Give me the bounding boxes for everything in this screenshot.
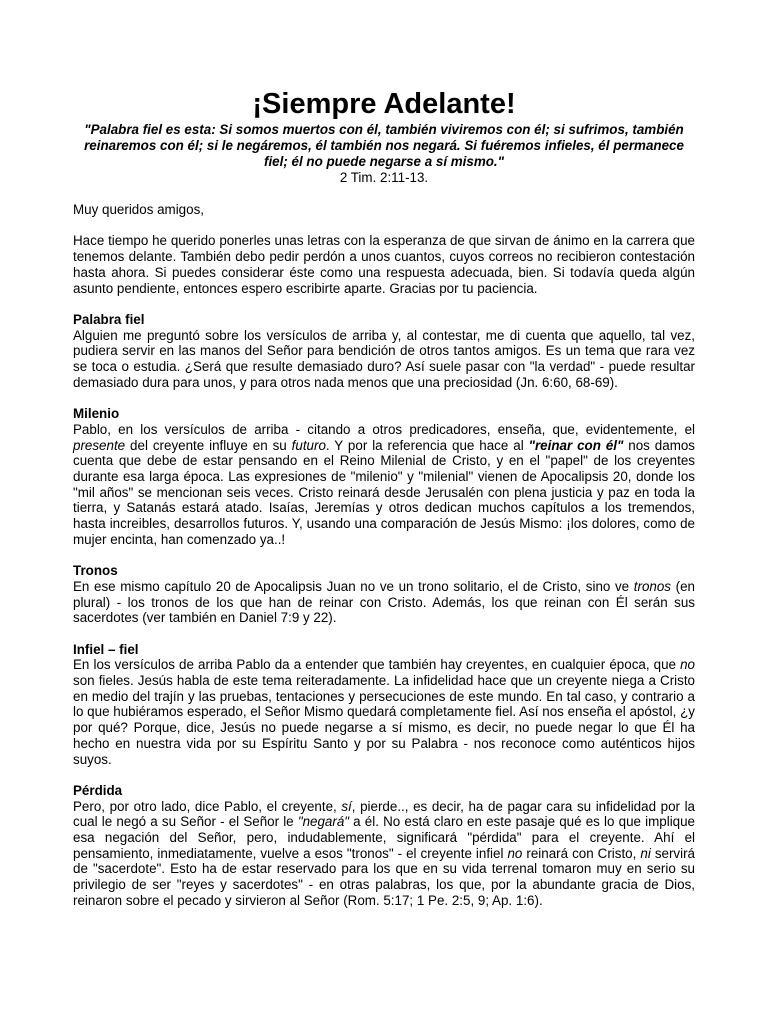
- section-heading: Tronos: [73, 563, 118, 579]
- section-heading: Pérdida: [73, 782, 123, 798]
- section-text: Alguien me preguntó sobre los versículos de arriba y, al contestar, me di cuenta que aquello, tal vez, pudiera servir en las manos del Señor para bendición de otros tantos amigos. Es un tema que rara vez se toca o estudia. ¿Será que resulte demasiado duro? Así suele pasar con "la verdad" - puede resultar demasiado dura para unos, y para otros nada menos que una preciosidad (Jn. 6:60, 68-69).: [73, 327, 695, 390]
- emphasis-run: no: [507, 845, 523, 861]
- text-run: Pablo, en los versículos de arriba - citando a otros predicadores, enseña, que, evidentemente, el: [73, 421, 695, 437]
- emphasis-run: ni: [640, 845, 651, 861]
- text-run: del creyente influye en su: [125, 437, 292, 453]
- section-milenio: [73, 406, 695, 547]
- section-text: [73, 579, 695, 626]
- text-run: En ese mismo capítulo 20 de Apocalipsis Juan no ve un trono solitario, el de Cristo, sino ve: [73, 578, 634, 594]
- text-run: En los versículos de arriba Pablo da a entender que también hay creyentes, en cualquier época, que: [73, 657, 681, 673]
- section-palabra-fiel: [73, 312, 695, 391]
- section-tronos: [73, 563, 695, 626]
- section-text: [73, 657, 695, 767]
- text-run: , pierde.., es decir, ha de pagar cara su infidelidad por la cual le negó a su Señor - el Señor le: [73, 798, 695, 830]
- epigraph-quote: "Palabra fiel es esta: Si somos muertos con él, también viviremos con él; si sufrimos, también reinaremos con él; si le negáremos, él también nos negará. Si fuéremos infieles, él permanece fiel; él no puede negarse a sí mismo.": [84, 122, 684, 169]
- intro-paragraph: Hace tiempo he querido ponerles unas letras con la esperanza de que sirvan de ánimo en la carrera que tenemos delante. También debo pedir perdón a unos cuantos, cuyos correos no recibieron contestación hasta ahora. Si puedes considerar éste como una respuesta adecuada, bien. Si todavía queda algún asunto pendiente, entonces espero escribirte aparte. Gracias por tu paciencia.: [73, 233, 695, 296]
- text-run: . Y por la referencia que hace al: [325, 437, 529, 453]
- emphasis-run: tronos: [633, 578, 671, 594]
- section-text: [73, 799, 695, 909]
- section-heading: Milenio: [73, 406, 120, 422]
- section-heading: Palabra fiel: [73, 311, 145, 327]
- section-perdida: [73, 783, 695, 909]
- emphasis-run: sí: [341, 798, 352, 814]
- section-text: [73, 422, 695, 548]
- greeting: Muy queridos amigos,: [73, 202, 204, 217]
- text-run: nos damos cuenta que debe de estar pensando en el Reino Milenial de Cristo, y en el "papel" de los creyentes durante esa larga época. Las expresiones de "milenio" y "milenial" vienen de Apocalipsis 20, donde los "mil años" se mencionan seis veces. Cristo reinará desde Jerusalén con plena justicia y paz en toda la tierra, y Satanás estará atado. Isaías, Jeremías y otros dedican muchos capítulos a los tremendos, hasta increibles, desarrollos futuros. Y, usando una comparación de Jesús Mismo: ¡los dolores, como de mujer encinta, han comenzado ya..!: [73, 437, 695, 547]
- text-run: son fieles. Jesús habla de este tema reiteradamente. La infidelidad hace que un creyente niega a Cristo en medio del trajín y las pruebas, tentaciones y persecuciones de este mundo. En tal caso, y contrario a lo que hubiéramos esperado, el Señor Mismo quedará completamente fiel. Así nos enseña el apóstol, ¿y por qué? Porque, dice, Jesús no puede negarse a sí mismo, es decir, no puede negar lo que Él ha hecho en nuestra vida por su Espíritu Santo y por su Palabra - nos reconoce como auténticos hijos suyos.: [73, 673, 695, 767]
- emphasis-run: "negará": [297, 814, 350, 830]
- epigraph-reference: 2 Tim. 2:11-13.: [339, 170, 429, 185]
- text-run: reinará con Cristo,: [522, 845, 641, 861]
- text-run: Pero, por otro lado, dice Pablo, el creyente,: [73, 798, 342, 814]
- section-infiel-fiel: [73, 642, 695, 768]
- emphasis-run: no: [680, 657, 695, 673]
- emphasis-run: "reinar con él": [528, 437, 624, 453]
- document-title: ¡Siempre Adelante!: [252, 88, 516, 120]
- text-run: a él. No está claro en este pasaje qué es lo que implique esa negación del Señor, pero, indudablemente, significará "pérdida" para el creyente. Ahí el pensamiento, inmediatamente, vuelve a esos "tronos" - el creyente infiel: [73, 814, 696, 861]
- emphasis-run: presente: [73, 437, 126, 453]
- text-run: (en plural) - los tronos de los que han de reinar con Cristo. Además, los que reinan con Él serán sus sacerdotes (ver también en Daniel 7:9 y 22).: [73, 578, 696, 626]
- emphasis-run: futuro: [291, 437, 326, 453]
- section-heading: Infiel – fiel: [73, 641, 139, 657]
- text-run: servirá de "sacerdote". Esto ha de estar reservado para los que en su vida terrenal tomaron muy en serio su privilegio de ser "reyes y sacerdotes" - en otras palabras, los que, por la abundante gracia de Dios, reinaron sobre el pecado y sirvieron al Señor (Rom. 5:17; 1 Pe. 2:5, 9; Ap. 1:6).: [73, 845, 696, 908]
